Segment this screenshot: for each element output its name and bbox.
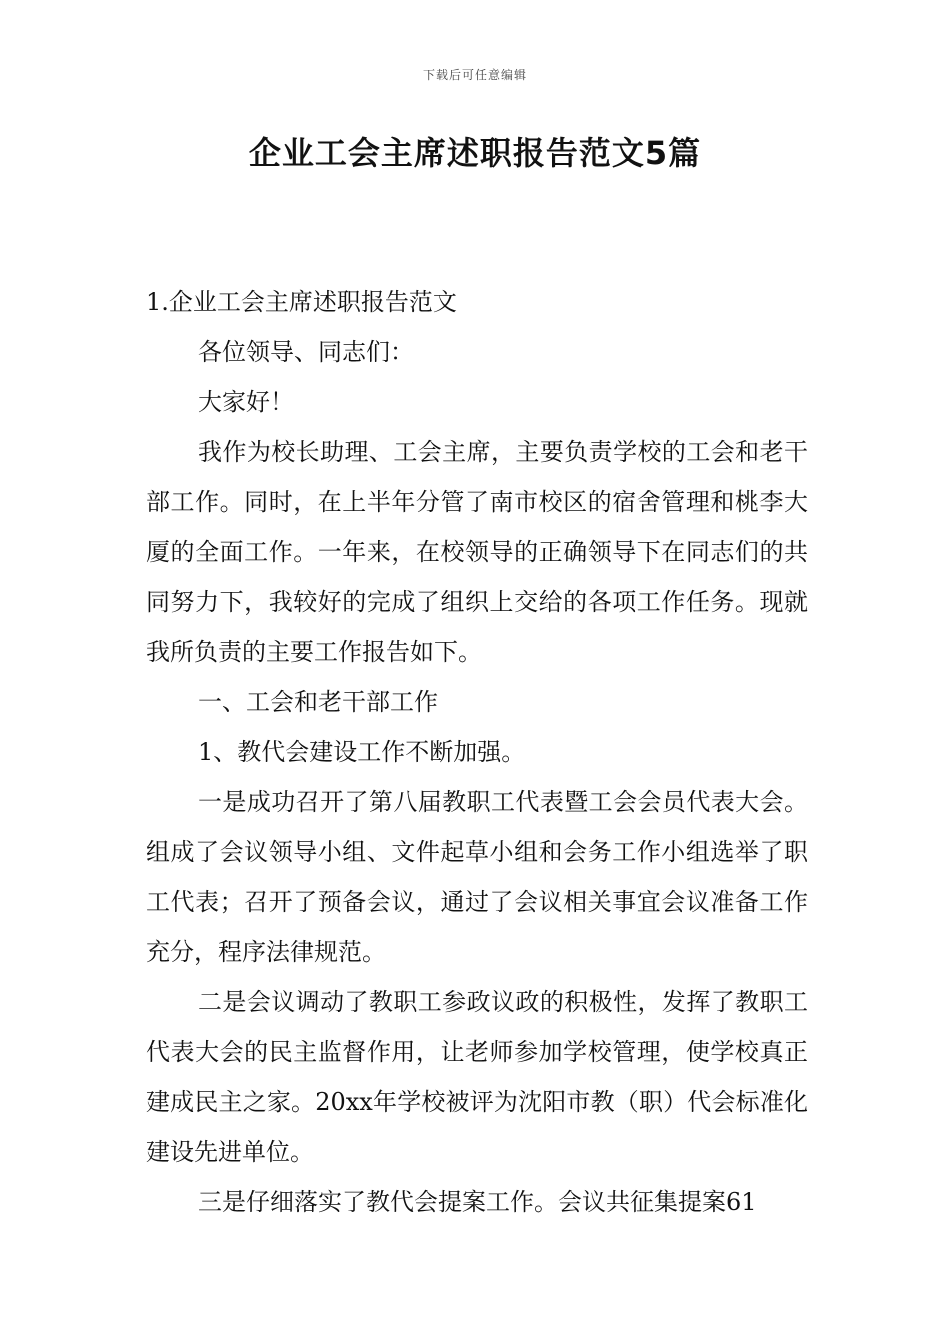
document-body <box>146 277 808 1227</box>
greeting: 大家好！ <box>198 388 294 416</box>
intro-paragraph: 我作为校长助理、工会主席，主要负责学校的工会和老干部工作。同时，在上半年分管了南市校区的宿舍管理和桃李大厦的全面工作。一年来，在校领导的正确领导下在同志们的共同努力下，我较好的完成了组织上交给的各项工作任务。现就我所负责的主要工作报告如下。 <box>146 438 808 666</box>
paragraph-second-point: 二是会议调动了教职工参政议政的积极性，发挥了教职工代表大会的民主监督作用，让老师参加学校管理，使学校真正建成民主之家。20xx年学校被评为沈阳市教（职）代会标准化建设先进单位。 <box>146 988 808 1166</box>
paragraph-third-point: 三是仔细落实了教代会提案工作。会议共征集提案61 <box>198 1188 757 1216</box>
header-note: 下载后可任意编辑 <box>422 68 527 82</box>
subsection-heading: 一、工会和老干部工作 <box>198 688 438 716</box>
section-heading: 1.企业工会主席述职报告范文 <box>146 288 457 316</box>
document-title: 企业工会主席述职报告范文5篇 <box>248 134 702 172</box>
item-heading: 1、教代会建设工作不断加强。 <box>198 738 526 766</box>
paragraph-first-point: 一是成功召开了第八届教职工代表暨工会会员代表大会。组成了会议领导小组、文件起草小组和会务工作小组选举了职工代表；召开了预备会议，通过了会议相关事宜会议准备工作充分，程序法律规范。 <box>146 788 808 966</box>
salutation: 各位领导、同志们： <box>198 338 414 366</box>
